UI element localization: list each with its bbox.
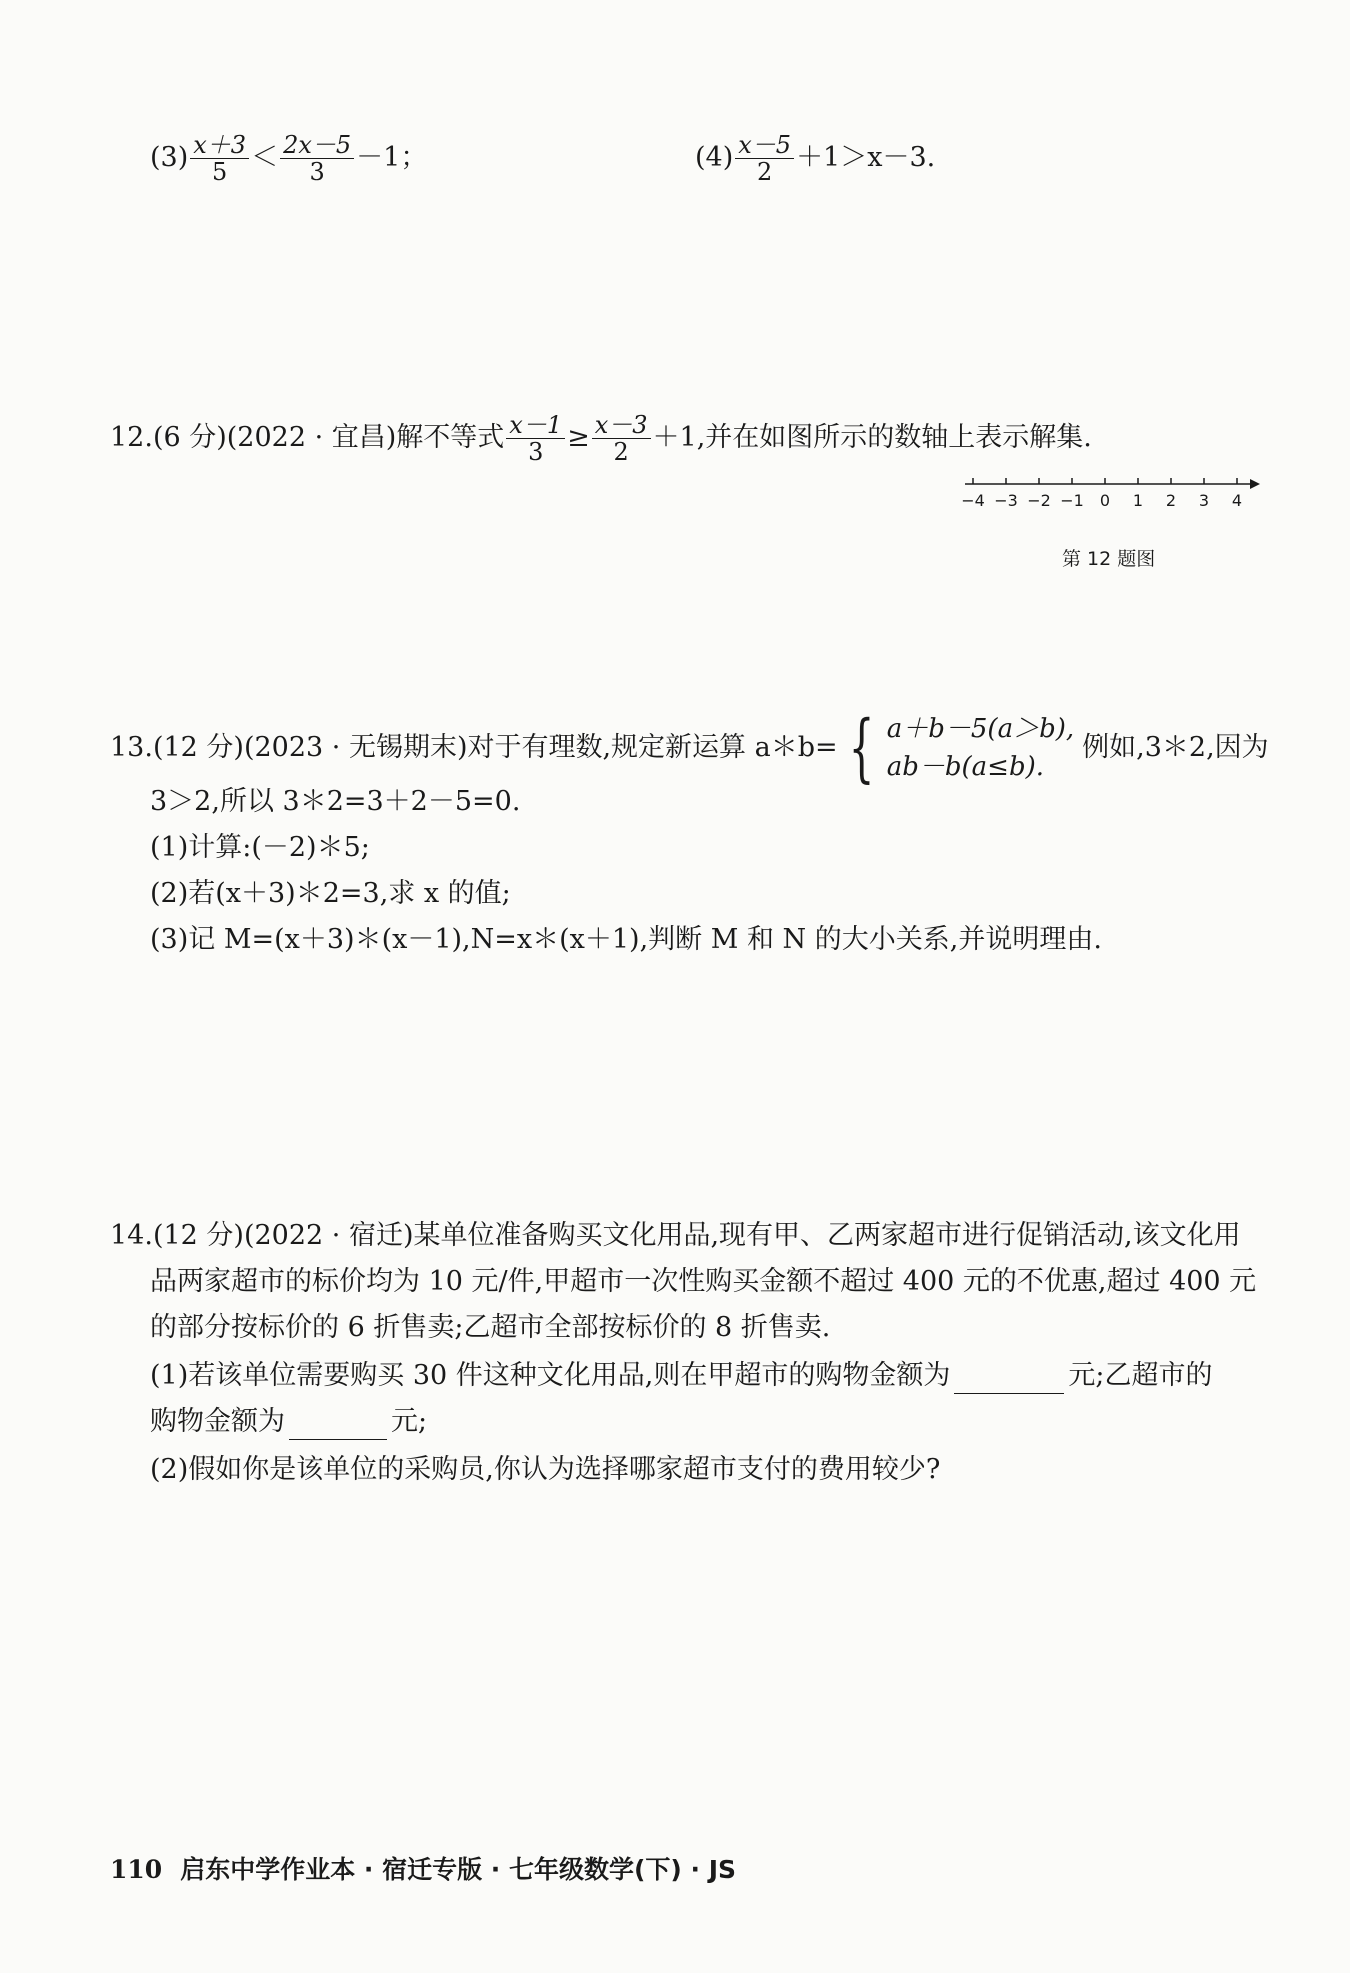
sub1-text: 元;乙超市的 [1068,1360,1213,1391]
denominator: 2 [757,158,773,186]
expression-tail: －1； [356,142,428,173]
answer-blank-supermarket-b[interactable] [289,1411,387,1440]
q12-figure-caption: 第 12 题图 [1062,548,1156,570]
answer-blank-supermarket-a[interactable] [954,1365,1064,1394]
q14-line3: 的部分按标价的 6 折售卖;乙超市全部按标价的 8 折售卖. [150,1312,831,1343]
q12-statement [110,412,1092,465]
number-line-tick-label: 1 [1132,491,1144,510]
page-footer [110,1850,736,1886]
denominator: 2 [613,438,629,466]
q14-line2: 品两家超市的标价均为 10 元/件,甲超市一次性购买金额不超过 400 元的不优惠,超过 400 元 [150,1266,1257,1297]
q14-sub1-cont [150,1404,427,1440]
q13-sub3: (3)记 M=(x＋3)＊(x－1),N=x＊(x＋1),判断 M 和 N 的大小关系,并说明理由. [150,924,1102,955]
number-line-tick-label: −1 [1060,491,1084,510]
fraction [735,132,794,185]
operator: ＜ [251,142,279,173]
q13-sub1: (1)计算:(－2)＊5; [150,832,370,863]
q14-line1: 14.(12 分)(2022 · 宿迁)某单位准备购买文化用品,现有甲、乙两家超市进行促销活动,该文化用 [110,1220,1241,1251]
piecewise-definition [838,705,1075,791]
expression-tail: ＋1＞x－3. [796,142,936,173]
number-line-tick-label: 2 [1165,491,1177,510]
denominator: 3 [528,438,544,466]
left-brace: { [848,705,875,791]
numerator: x－5 [735,132,794,159]
question-suffix: 例如,3＊2,因为 [1082,732,1269,763]
operator: ≥ [567,422,590,453]
number-line-tick-label: −2 [1027,491,1051,510]
numerator: x＋3 [190,132,249,159]
number-line-tick-label: 0 [1099,491,1111,510]
q11-part4 [695,132,935,185]
fraction [506,412,565,465]
fraction [280,132,354,185]
sub1-text: 元; [391,1406,428,1437]
denominator: 5 [212,158,228,186]
part-label: (4) [695,142,734,173]
book-title: 启东中学作业本 · 宿迁专版 · 七年级数学(下) · JS [180,1855,737,1884]
q13-sub2: (2)若(x＋3)＊2=3,求 x 的值; [150,878,511,909]
part-label: (3) [150,142,189,173]
number-line-tick-label: 3 [1198,491,1210,510]
numerator: x－1 [506,412,565,439]
numerator: 2x－5 [280,132,354,159]
q13-line2: 3＞2,所以 3＊2=3＋2－5=0. [150,786,521,817]
case-2: ab－b(a≤b). [886,752,1045,782]
number-line [955,468,1275,518]
denominator: 3 [309,158,325,186]
cases [887,710,1074,786]
question-prefix: 13.(12 分)(2023 · 无锡期末)对于有理数,规定新运算 a＊b= [110,732,838,763]
q14-sub2: (2)假如你是该单位的采购员,你认为选择哪家超市支付的费用较少? [150,1454,941,1485]
page-number: 110 [110,1855,163,1884]
sub1-text: 购物金额为 [150,1406,285,1437]
fraction [190,132,249,185]
numerator: x－3 [592,412,651,439]
number-line-tick-label: −3 [994,491,1018,510]
fraction [592,412,651,465]
number-line-tick-label: 4 [1231,491,1243,510]
number-line-tick-label: −4 [961,491,985,510]
case-1: a＋b－5(a＞b), [886,714,1075,744]
q14-sub1 [150,1358,1212,1394]
question-suffix: ＋1,并在如图所示的数轴上表示解集. [652,422,1092,453]
arrow-right-icon [1250,479,1260,489]
sub1-text: (1)若该单位需要购买 30 件这种文化用品,则在甲超市的购物金额为 [150,1360,951,1391]
q11-part3 [150,132,427,185]
question-prefix: 12.(6 分)(2022 · 宜昌)解不等式 [110,422,505,453]
q13-statement [110,705,1269,791]
